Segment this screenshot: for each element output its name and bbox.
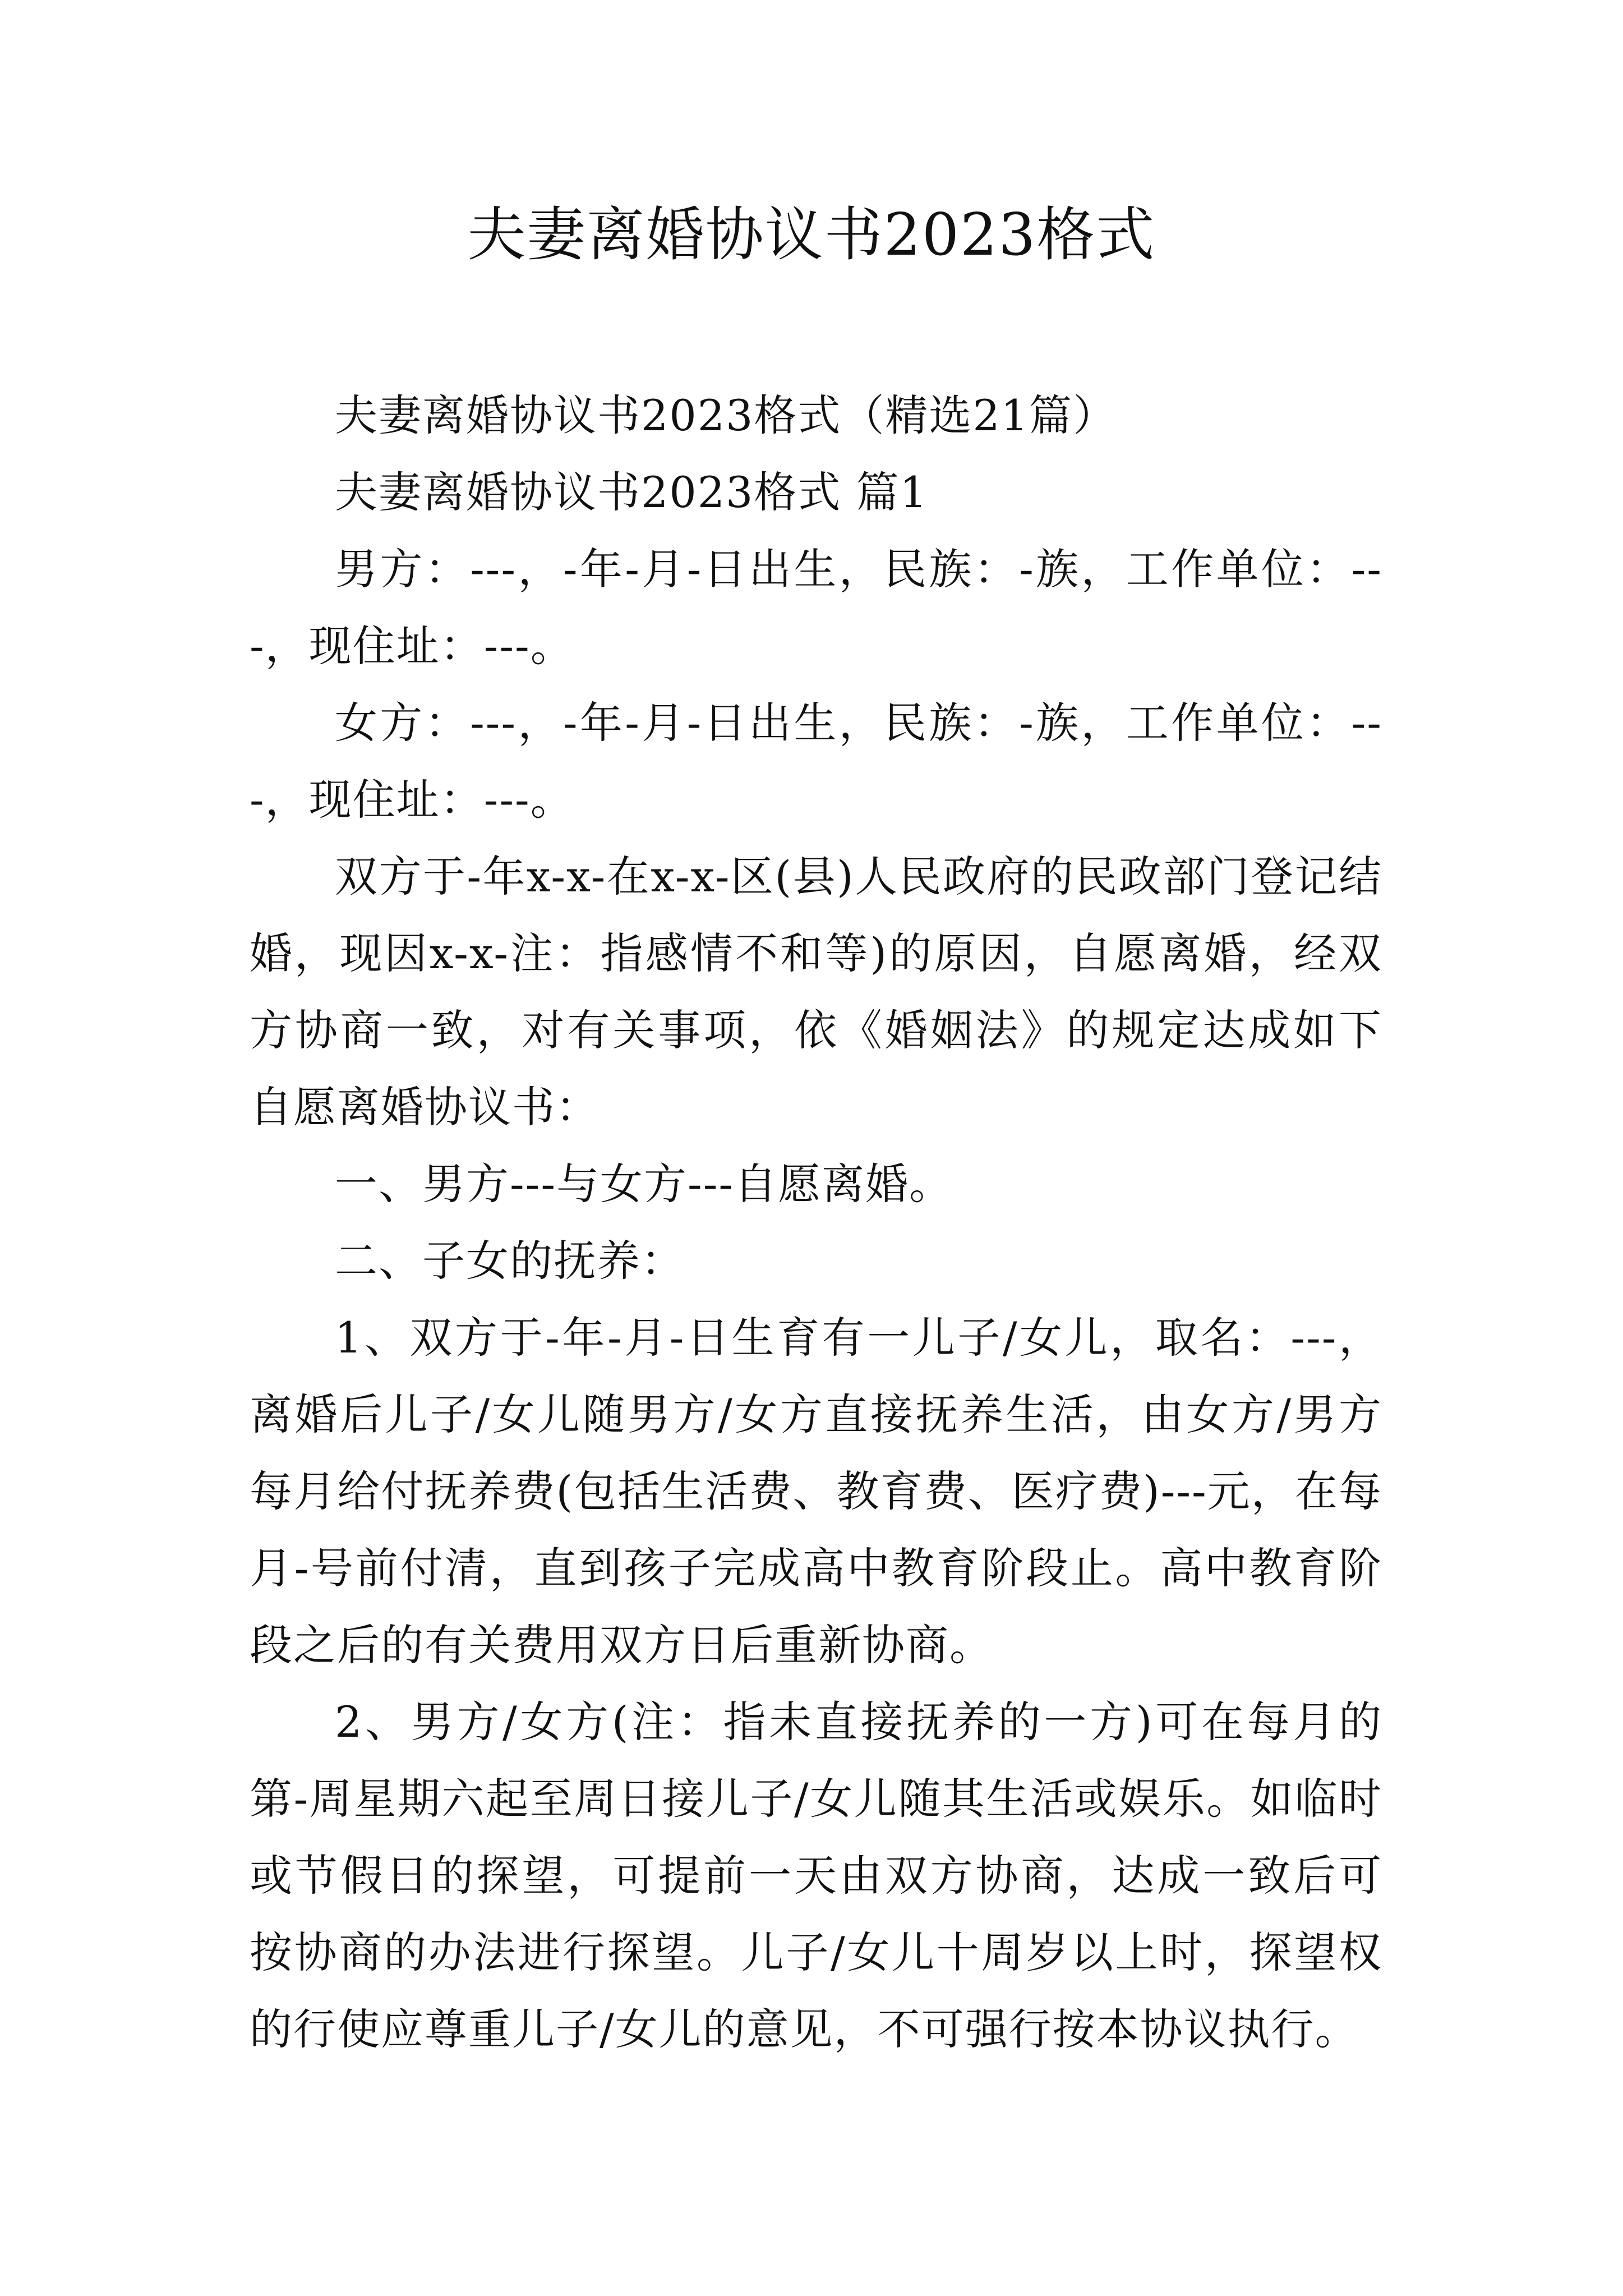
document-body xyxy=(250,377,1382,2068)
marriage-background-paragraph: 双方于-年x-x-在x-x-区(县)人民政府的民政部门登记结婚，现因x-x-注：指感情不和等)的原因，自愿离婚，经双方协商一致，对有关事项，依《婚姻法》的规定达成如下自愿离婚协议书： xyxy=(250,852,1382,1132)
female-party-paragraph: 女方：---，-年-月-日出生，民族：-族，工作单位：---，现住址：---。 xyxy=(250,698,1382,825)
visitation-paragraph: 2、男方/女方(注：指未直接抚养的一方)可在每月的第-周星期六起至周日接儿子/女儿随其生活或娱乐。如临时或节假日的探望，可提前一天由双方协商，达成一致后可按协商的办法进行探望。儿子/女儿十周岁以上时，探望权的行使应尊重儿子/女儿的意见，不可强行按本协议执行。 xyxy=(250,1697,1382,2054)
male-party-paragraph: 男方：---，-年-月-日出生，民族：-族，工作单位：---，现住址：---。 xyxy=(250,544,1382,671)
document-title: 夫妻离婚协议书2023格式 xyxy=(467,200,1156,269)
section-heading: 夫妻离婚协议书2023格式 篇1 xyxy=(335,467,928,517)
subtitle-paragraph: 夫妻离婚协议书2023格式（精选21篇） xyxy=(335,390,1117,440)
clause-one-paragraph: 一、男方---与女方---自愿离婚。 xyxy=(335,1159,953,1209)
clause-two-heading: 二、子女的抚养： xyxy=(335,1236,685,1286)
child-custody-paragraph: 1、双方于-年-月-日生育有一儿子/女儿，取名：---，离婚后儿子/女儿随男方/女方直接抚养生活，由女方/男方每月给付抚养费(包括生活费、教育费、医疗费)---元，在每月-号前付清，直到孩子完成高中教育阶段止。高中教育阶段之后的有关费用双方日后重新协商。 xyxy=(250,1313,1382,1670)
